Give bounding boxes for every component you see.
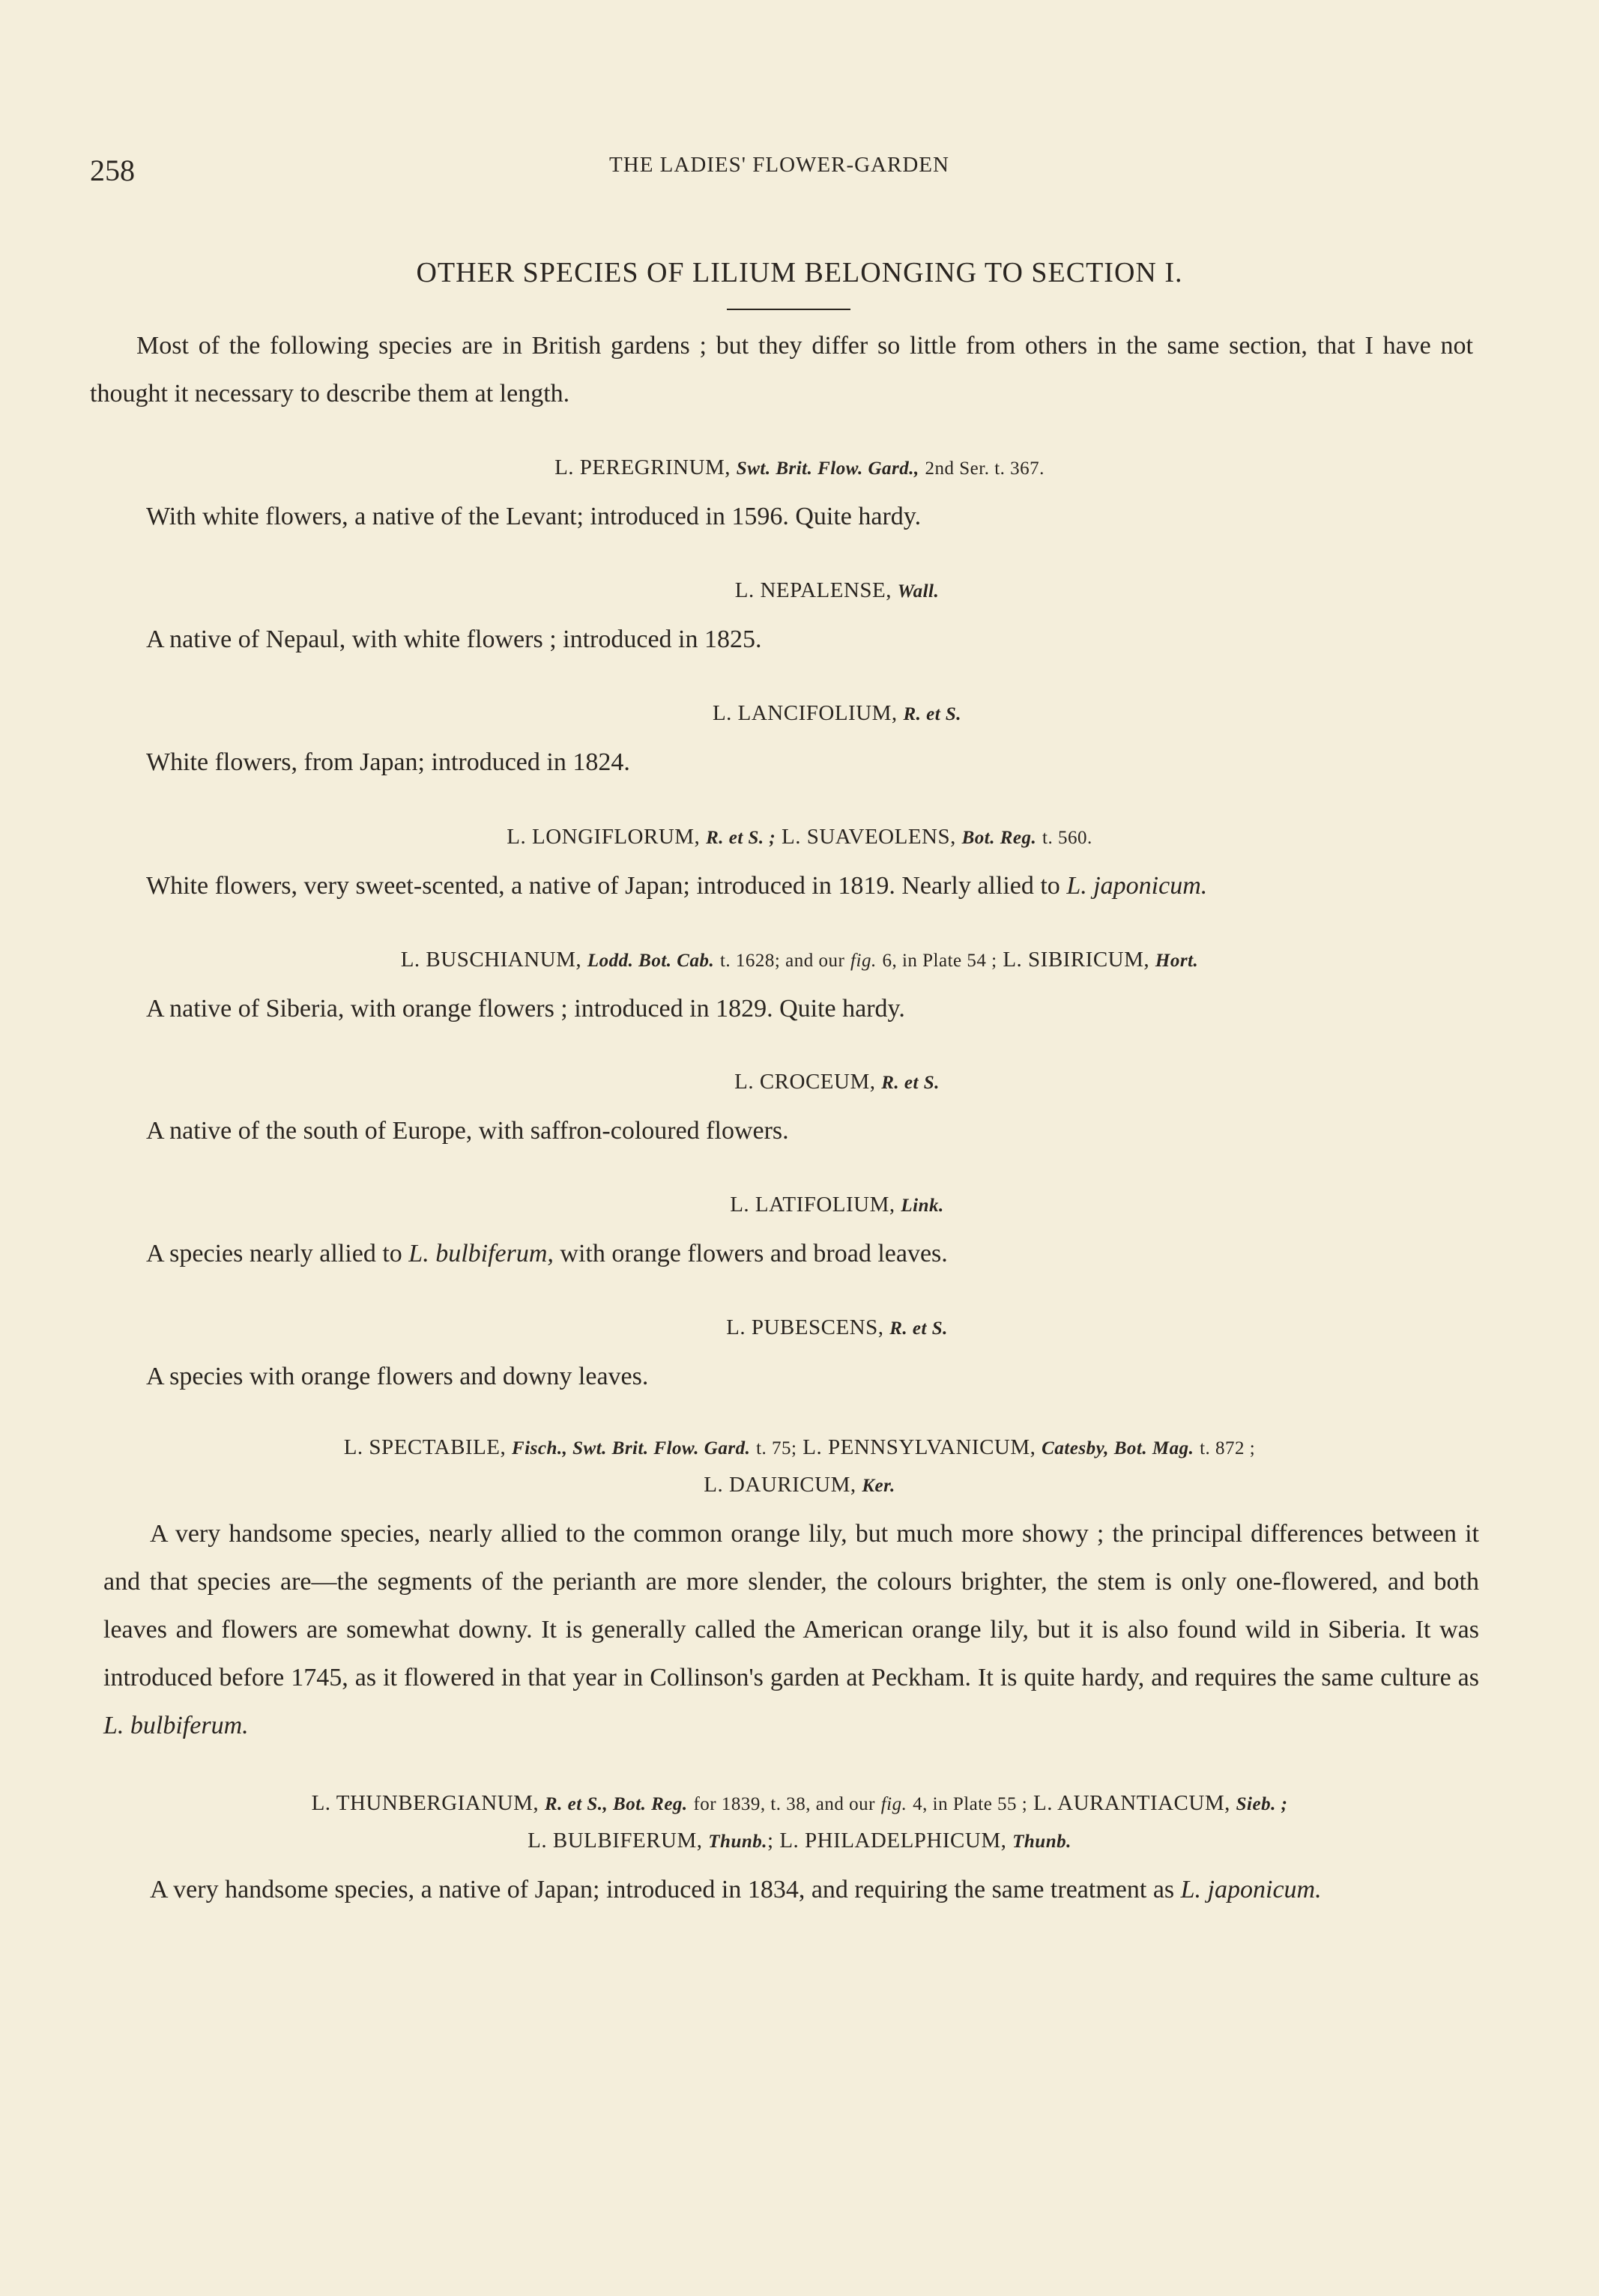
species-heading [0,1309,1599,1347]
species-authority: Fisch., Swt. Brit. Flow. Gard. [512,1438,751,1459]
species-authority: R. et S. ; [706,828,776,848]
species-heading [0,572,1599,610]
species-entry-nepalense [0,572,1599,664]
species-description [0,1866,1599,1914]
species-name-2: L. PENNSYLVANICUM, [802,1435,1036,1459]
section-title: OTHER SPECIES OF LILIUM BELONGING TO SECTION I. [416,257,1183,288]
species-heading [0,1187,1599,1224]
species-name-4: L. PHILADELPHICUM, [779,1829,1007,1853]
species-entry-pubescens [0,1309,1599,1401]
species-name: L. BUSCHIANUM, [400,948,582,972]
species-authority-2: Catesby, Bot. Mag. [1042,1438,1194,1459]
species-name: L. LANCIFOLIUM, [712,701,898,725]
species-description: A native of the south of Europe, with saffron-coloured flowers. [146,1117,789,1145]
species-authority: Lodd. Bot. Cab. [587,951,715,971]
species-heading [0,1785,1599,1860]
species-reference-b: 4, in Plate 55 ; [913,1794,1028,1814]
species-entry-thunbergianum [0,1785,1599,1914]
species-name: L. CROCEUM, [734,1070,876,1094]
description-italic: L. japonicum. [1180,1876,1322,1903]
species-name: L. PEREGRINUM, [554,455,731,479]
species-authority-2: Bot. Reg. [961,828,1037,848]
species-entry-spectabile [0,1429,1599,1750]
title-rule [727,309,850,310]
species-heading [0,695,1599,733]
species-description [0,1510,1599,1750]
species-reference: t. 1628; and our [719,951,845,971]
species-authority: R. et S., Bot. Reg. [544,1794,688,1814]
species-name: L. NEPALENSE, [734,578,892,602]
species-entry-longiflorum [0,819,1599,910]
species-reference-2: t. 560. [1042,828,1092,848]
species-name: L. LONGIFLORUM, [507,825,701,849]
species-authority-4: Thunb. [1012,1832,1071,1852]
page-number: 258 [90,154,135,187]
species-authority-3: Thunb. [708,1832,768,1852]
species-name-2: L. SIBIRICUM, [1003,948,1150,972]
species-authority: R. et S. [903,704,962,724]
species-heading [0,1064,1599,1101]
species-name: L. SPECTABILE, [343,1435,507,1459]
species-reference-b: 6, in Plate 54 ; [882,951,997,971]
description-italic: L. bulbiferum, [408,1240,554,1267]
figure-label: fig. [850,951,877,971]
species-description: With white flowers, a native of the Levant; introduced in 1596. Quite hardy. [146,503,922,530]
separator: ; [767,1829,774,1853]
intro-paragraph: Most of the following species are in British gardens ; but they differ so little from others in the same section, that I have not thought it necessary to describe them at length. [90,332,1473,408]
species-heading [0,819,1599,856]
species-name-2: L. SUAVEOLENS, [782,825,956,849]
species-entry-peregrinum [0,449,1599,541]
species-name: L. LATIFOLIUM, [730,1193,895,1217]
description-text: A very handsome species, nearly allied to the common orange lily, but much more showy ; the principal differences between it and that species are—the segments of the perianth are more slender, the colours brighter, the stem is only one-flowered, and both leaves and flowers are somewhat downy. It is generally called the American orange lily, but it is also found wild in Siberia. It was introduced before 1745, as it flowered in that year in Collinson's garden at Peckham. It is quite hardy, and requires the same culture as [103,1520,1479,1691]
species-name-3: L. BULBIFERUM, [528,1829,703,1853]
species-name-2: L. AURANTIACUM, [1033,1791,1230,1815]
description-italic: L. bulbiferum. [103,1712,249,1739]
running-head [0,150,1599,187]
species-entry-croceum [0,1064,1599,1155]
species-authority-2: Sieb. ; [1236,1794,1288,1814]
species-authority: R. et S. [889,1318,948,1339]
description-text: A species nearly allied to [146,1240,402,1267]
species-heading [0,449,1599,487]
figure-label: fig. [880,1794,907,1814]
species-description [0,1230,1599,1278]
species-authority: Link. [901,1196,944,1216]
species-heading [0,942,1599,979]
species-reference: for 1839, t. 38, and our [693,1794,875,1814]
species-reference: t. 75; [756,1438,797,1459]
description-text-b: with orange flowers and broad leaves. [560,1240,948,1267]
species-entry-buschianum [0,942,1599,1033]
species-description: A native of Nepaul, with white flowers ; introduced in 1825. [146,626,762,653]
species-entry-latifolium [0,1187,1599,1278]
running-title: THE LADIES' FLOWER-GARDEN [609,153,949,177]
description-text: A very handsome species, a native of Japan; introduced in 1834, and requiring the same treatment as [150,1876,1175,1903]
species-heading [0,1429,1599,1504]
description-italic: L. japonicum. [1066,872,1208,900]
species-authority: Swt. Brit. Flow. Gard., [736,458,919,479]
species-authority: R. et S. [881,1073,940,1093]
species-entry-lancifolium [0,695,1599,787]
species-authority-3: Ker. [862,1476,895,1496]
species-description: White flowers, from Japan; introduced in 1824. [146,748,630,776]
species-name: L. PUBESCENS, [726,1315,884,1339]
species-reference-2: t. 872 ; [1200,1438,1256,1459]
species-name: L. THUNBERGIANUM, [311,1791,539,1815]
species-name-3: L. DAURICUM, [704,1473,856,1497]
species-authority-2: Hort. [1155,951,1199,971]
species-description [0,862,1599,910]
description-text: White flowers, very sweet-scented, a native of Japan; introduced in 1819. Nearly allied to [146,872,1060,900]
species-description: A native of Siberia, with orange flowers ; introduced in 1829. Quite hardy. [146,995,905,1023]
species-description: A species with orange flowers and downy leaves. [146,1363,649,1390]
species-authority: Wall. [897,581,940,602]
species-reference: 2nd Ser. t. 367. [925,458,1045,479]
